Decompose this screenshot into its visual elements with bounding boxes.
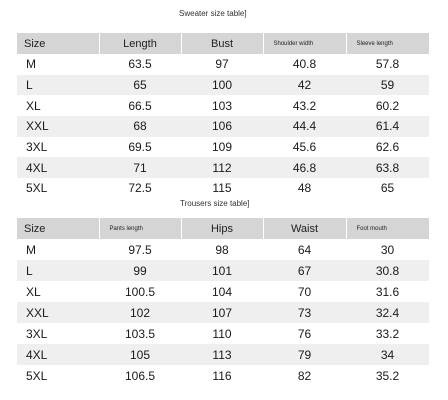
trousers-header-hips: Hips — [181, 218, 263, 239]
trousers-header-row — [17, 218, 429, 239]
measurement-cell: 61.4 — [346, 116, 429, 137]
size-cell: 4XL — [17, 344, 99, 365]
measurement-cell: 104 — [211, 284, 233, 299]
measurement-cell: 73 — [263, 302, 346, 323]
measurement-cell: 63.5 — [128, 57, 152, 72]
size-cell: M — [26, 57, 36, 72]
table-row — [17, 75, 429, 96]
measurement-cell: 98 — [215, 242, 229, 257]
measurement-cell: 103 — [211, 98, 233, 113]
table-row — [17, 137, 429, 158]
measurement-cell: 65 — [99, 75, 181, 96]
trousers-header-pants-length: Pants length — [99, 218, 181, 239]
measurement-cell: 100 — [181, 75, 263, 96]
sweater-header-row — [17, 33, 429, 54]
measurement-cell: 40.8 — [292, 57, 317, 72]
trousers-size-table — [17, 218, 429, 386]
size-cell: 3XL — [26, 326, 48, 341]
size-cell: L — [17, 75, 99, 96]
measurement-cell: 43.2 — [292, 98, 317, 113]
measurement-cell: 66.5 — [128, 98, 152, 113]
measurement-cell: 30.8 — [346, 260, 429, 281]
size-cell: 3XL — [26, 140, 48, 155]
table-row — [17, 323, 429, 344]
measurement-cell: 110 — [212, 326, 232, 341]
measurement-cell: 99 — [99, 260, 181, 281]
measurement-cell: 65 — [380, 181, 395, 196]
measurement-cell: 46.8 — [263, 157, 346, 178]
table-row — [17, 281, 429, 302]
table-row — [17, 302, 429, 323]
measurement-cell: 97.5 — [128, 242, 152, 257]
measurement-cell: 103.5 — [124, 326, 156, 341]
measurement-cell: 113 — [181, 344, 263, 365]
measurement-cell: 42 — [263, 75, 346, 96]
measurement-cell: 102 — [99, 302, 181, 323]
measurement-cell: 70 — [297, 284, 312, 299]
table-row — [17, 157, 429, 178]
sweater-table-caption: Sweater size table] — [179, 9, 247, 18]
size-cell: M — [26, 242, 36, 257]
measurement-cell: 45.6 — [292, 140, 317, 155]
measurement-cell: 82 — [297, 368, 312, 383]
measurement-cell: 106.5 — [124, 368, 156, 383]
table-row — [17, 239, 429, 260]
measurement-cell: 72.5 — [128, 181, 152, 196]
measurement-cell: 100.5 — [124, 284, 156, 299]
sweater-header-shoulder-width: Shoulder width — [263, 33, 346, 54]
table-row — [17, 116, 429, 137]
measurement-cell: 35.2 — [375, 368, 400, 383]
measurement-cell: 67 — [263, 260, 346, 281]
measurement-cell: 30 — [380, 242, 395, 257]
table-row — [17, 260, 429, 281]
measurement-cell: 68 — [99, 116, 181, 137]
measurement-cell: 44.4 — [263, 116, 346, 137]
measurement-cell: 60.2 — [375, 98, 400, 113]
measurement-cell: 64 — [297, 242, 312, 257]
measurement-cell: 69.5 — [128, 140, 152, 155]
measurement-cell: 76 — [297, 326, 312, 341]
table-row — [17, 54, 429, 75]
sweater-header-size: Size — [17, 33, 99, 54]
measurement-cell: 109 — [211, 140, 233, 155]
measurement-cell: 106 — [181, 116, 263, 137]
measurement-cell: 101 — [181, 260, 263, 281]
measurement-cell: 34 — [346, 344, 429, 365]
size-cell: 5XL — [26, 368, 48, 383]
sweater-body — [17, 54, 429, 199]
sweater-header-bust: Bust — [181, 33, 263, 54]
measurement-cell: 107 — [181, 302, 263, 323]
measurement-cell: 97 — [215, 57, 229, 72]
size-cell: XL — [26, 98, 41, 113]
size-cell: 4XL — [17, 157, 99, 178]
measurement-cell: 33.2 — [375, 326, 400, 341]
trousers-table-caption: Trousers size table] — [180, 199, 250, 208]
table-row — [17, 95, 429, 116]
measurement-cell: 62.6 — [375, 140, 400, 155]
trousers-body — [17, 239, 429, 386]
measurement-cell: 116 — [212, 368, 232, 383]
size-cell: XL — [26, 284, 41, 299]
trousers-header-foot-mouth: Foot mouth — [346, 218, 429, 239]
measurement-cell: 105 — [99, 344, 181, 365]
measurement-cell: 59 — [346, 75, 429, 96]
trousers-header-size: Size — [17, 218, 99, 239]
size-cell: XXL — [17, 116, 99, 137]
table-row — [17, 344, 429, 365]
sweater-header-sleeve-length: Sleeve length — [346, 33, 429, 54]
measurement-cell: 57.8 — [375, 57, 400, 72]
table-row — [17, 365, 429, 386]
measurement-cell: 79 — [263, 344, 346, 365]
measurement-cell: 112 — [181, 157, 263, 178]
table-row — [17, 178, 429, 199]
measurement-cell: 115 — [212, 181, 232, 196]
sweater-header-length: Length — [99, 33, 181, 54]
size-cell: 5XL — [26, 181, 48, 196]
measurement-cell: 63.8 — [346, 157, 429, 178]
sweater-size-table — [17, 33, 429, 199]
size-cell: L — [17, 260, 99, 281]
measurement-cell: 48 — [297, 181, 312, 196]
measurement-cell: 71 — [99, 157, 181, 178]
measurement-cell: 31.6 — [375, 284, 400, 299]
measurement-cell: 32.4 — [346, 302, 429, 323]
size-cell: XXL — [17, 302, 99, 323]
trousers-header-waist: Waist — [263, 218, 346, 239]
